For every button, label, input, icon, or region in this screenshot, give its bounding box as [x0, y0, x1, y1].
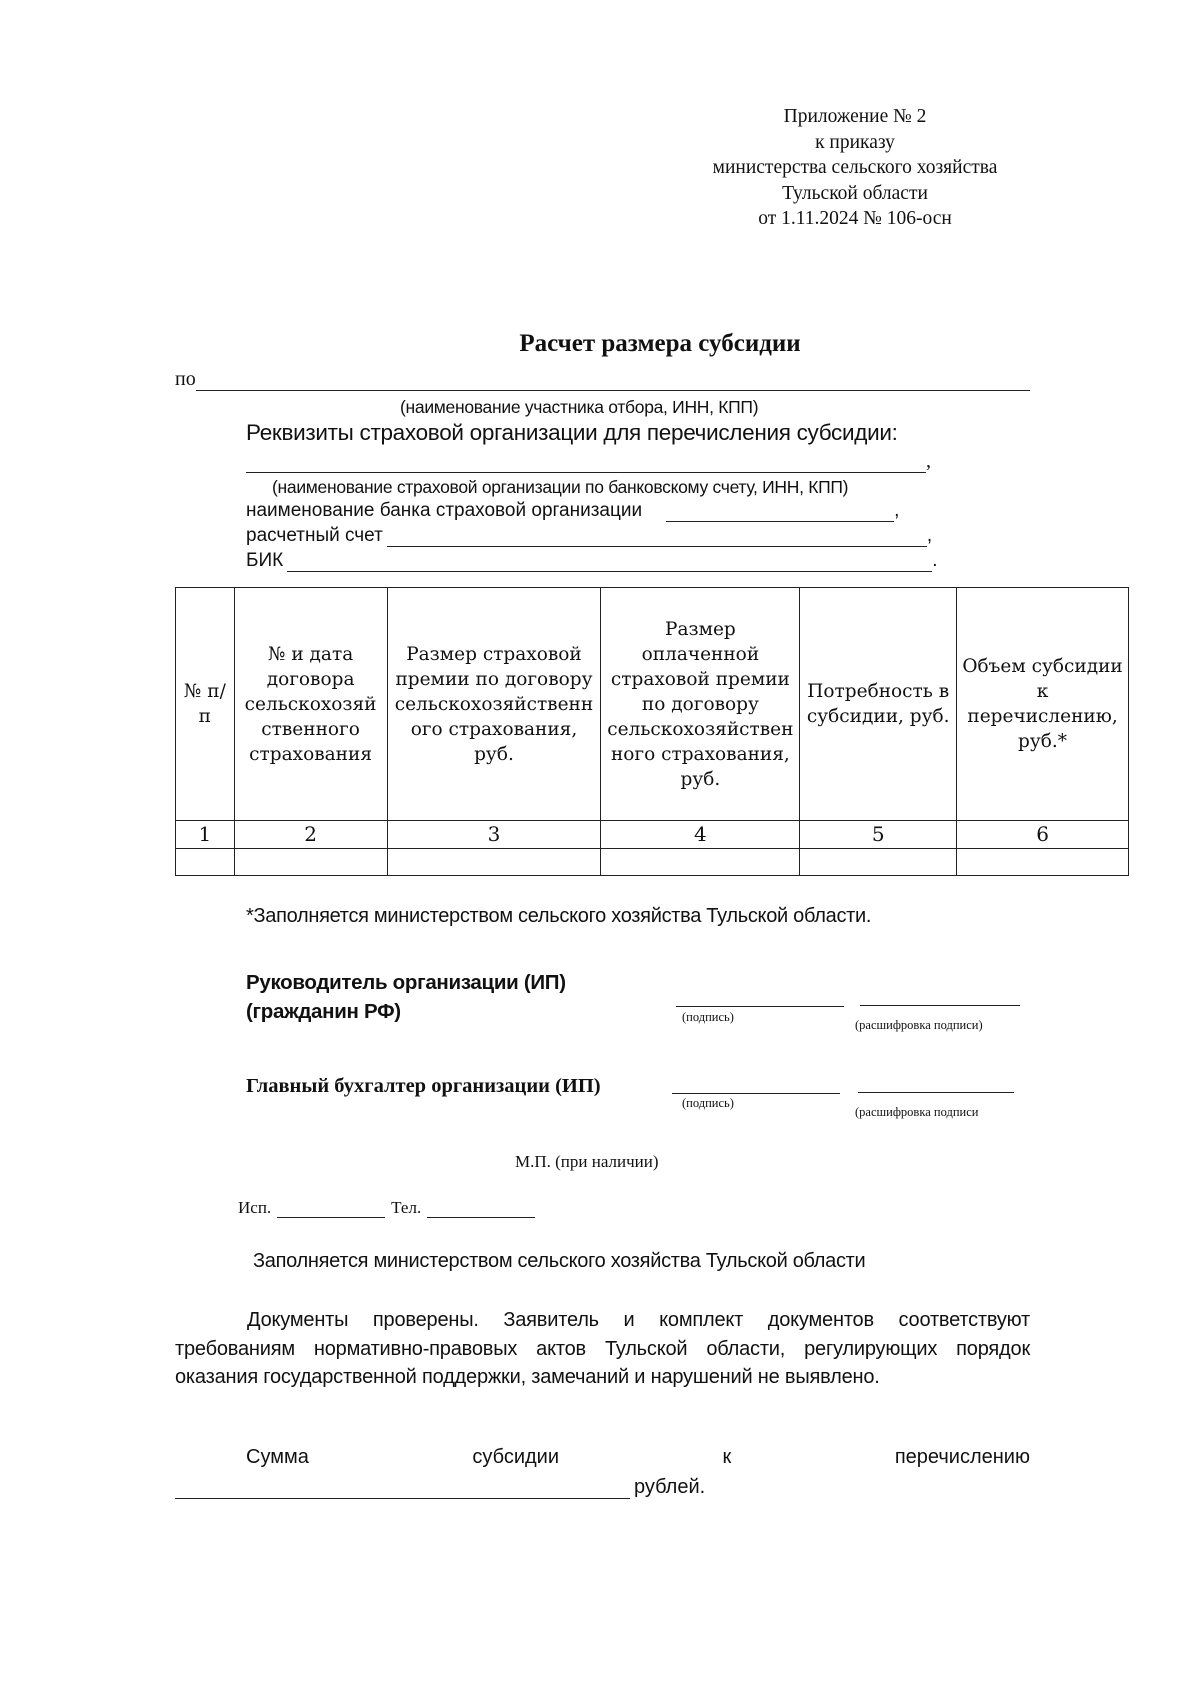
account-row [246, 525, 946, 547]
table-cell[interactable] [800, 849, 957, 876]
account-label: расчетный счет [246, 525, 383, 546]
column-header: Размер оплаченной страховой премии по договору сельскохозяйствен ного страхования, руб. [601, 588, 800, 821]
sum-word: к [722, 1446, 732, 1468]
participant-row [175, 368, 1030, 391]
signature-caption: (подпись) [682, 1096, 734, 1110]
head-signature-label [246, 968, 566, 1026]
appendix-line: Тульской области [782, 182, 928, 204]
table-cell[interactable] [957, 849, 1129, 876]
participant-prefix: по [175, 368, 196, 390]
column-header: Потребность в субсидии, руб. [800, 588, 957, 821]
accountant-signature-label: Главный бухгалтер организации (ИП) [246, 1075, 601, 1097]
column-header: Объем субсидии к перечислению, руб.* [957, 588, 1129, 821]
decode-caption: (расшифровка подписи) [855, 1018, 983, 1032]
column-header: № п/п [176, 588, 235, 821]
sum-line [246, 1446, 1030, 1469]
column-number: 4 [601, 821, 800, 849]
bik-label: БИК [246, 550, 284, 571]
accountant-signature-field[interactable] [672, 1093, 840, 1094]
table-header-row [176, 588, 1129, 821]
appendix-line: от 1.11.2024 № 106-осн [758, 208, 952, 229]
column-number: 3 [387, 821, 601, 849]
accountant-decode-field[interactable] [858, 1092, 1014, 1093]
footnote: *Заполняется министерством сельского хозяйства Тульской области. [246, 905, 872, 927]
insurer-name-caption: (наименование страховой организации по банковскому счету, ИНН, КПП) [272, 477, 849, 497]
signature-caption: (подпись) [682, 1010, 734, 1024]
bank-label: наименование банка страховой организации [246, 500, 643, 521]
executor-field[interactable] [277, 1199, 385, 1218]
participant-field[interactable] [196, 370, 1030, 391]
executor-label: Исп. [238, 1198, 272, 1217]
head-decode-field[interactable] [860, 1005, 1020, 1006]
bik-row [246, 550, 946, 572]
table-cell[interactable] [601, 849, 800, 876]
period: . [932, 550, 938, 571]
insurer-name-row [246, 450, 936, 473]
column-number-row [176, 821, 1129, 849]
column-number: 5 [800, 821, 957, 849]
appendix-line: министерства сельского хозяйства [712, 157, 998, 178]
head-signature-field[interactable] [676, 1006, 844, 1007]
participant-caption: (наименование участника отбора, ИНН, КПП) [400, 397, 759, 417]
page-title: Расчет размера субсидии [519, 330, 801, 357]
sum-word: Сумма [246, 1446, 309, 1468]
bank-row [246, 500, 946, 522]
sum-row [175, 1476, 705, 1499]
table-cell[interactable] [176, 849, 235, 876]
account-field[interactable] [387, 526, 927, 547]
comma: , [926, 525, 933, 546]
table-row [176, 849, 1129, 876]
stamp-label: М.П. (при наличии) [515, 1152, 659, 1171]
bik-field[interactable] [287, 551, 932, 572]
comma: , [894, 500, 900, 521]
appendix-line: к приказу [815, 131, 895, 153]
sum-word: субсидии [472, 1446, 560, 1468]
sum-field[interactable] [175, 1476, 630, 1499]
contact-row [238, 1198, 535, 1218]
decode-caption: (расшифровка подписи [855, 1105, 979, 1119]
column-number: 2 [234, 821, 387, 849]
table-cell[interactable] [387, 849, 601, 876]
ministry-heading: Заполняется министерством сельского хозяйства Тульской области [253, 1250, 866, 1272]
appendix-header [690, 104, 1020, 232]
sum-word: перечислению [894, 1446, 1030, 1468]
column-number: 1 [176, 821, 235, 849]
insurer-name-field[interactable] [246, 450, 926, 473]
sum-suffix: рублей. [634, 1476, 706, 1498]
column-header: № и дата договора сельскохозяй ственного страхования [234, 588, 387, 821]
phone-field[interactable] [427, 1199, 535, 1218]
bank-field[interactable] [666, 501, 894, 522]
subsidy-calculation-table [175, 587, 1129, 876]
head-label-line: (гражданин РФ) [246, 1000, 401, 1023]
comma: , [926, 450, 931, 472]
column-number: 6 [957, 821, 1129, 849]
table-cell[interactable] [234, 849, 387, 876]
head-label-line: Руководитель организации (ИП) [246, 971, 566, 994]
column-header: Размер страховой премии по договору сельскохозяйственн ого страхования, руб. [387, 588, 601, 821]
appendix-line: Приложение № 2 [783, 106, 927, 127]
ministry-paragraph: Документы проверены. Заявитель и комплект документов соответствуют требованиям нормативно-правовых актов Тульской области, регулирующих порядок оказания государственной поддержки, замечаний и нарушений не выявлено. [175, 1309, 1030, 1388]
phone-label: Тел. [391, 1198, 422, 1217]
insurer-heading: Реквизиты страховой организации для перечисления субсидии: [246, 420, 898, 445]
